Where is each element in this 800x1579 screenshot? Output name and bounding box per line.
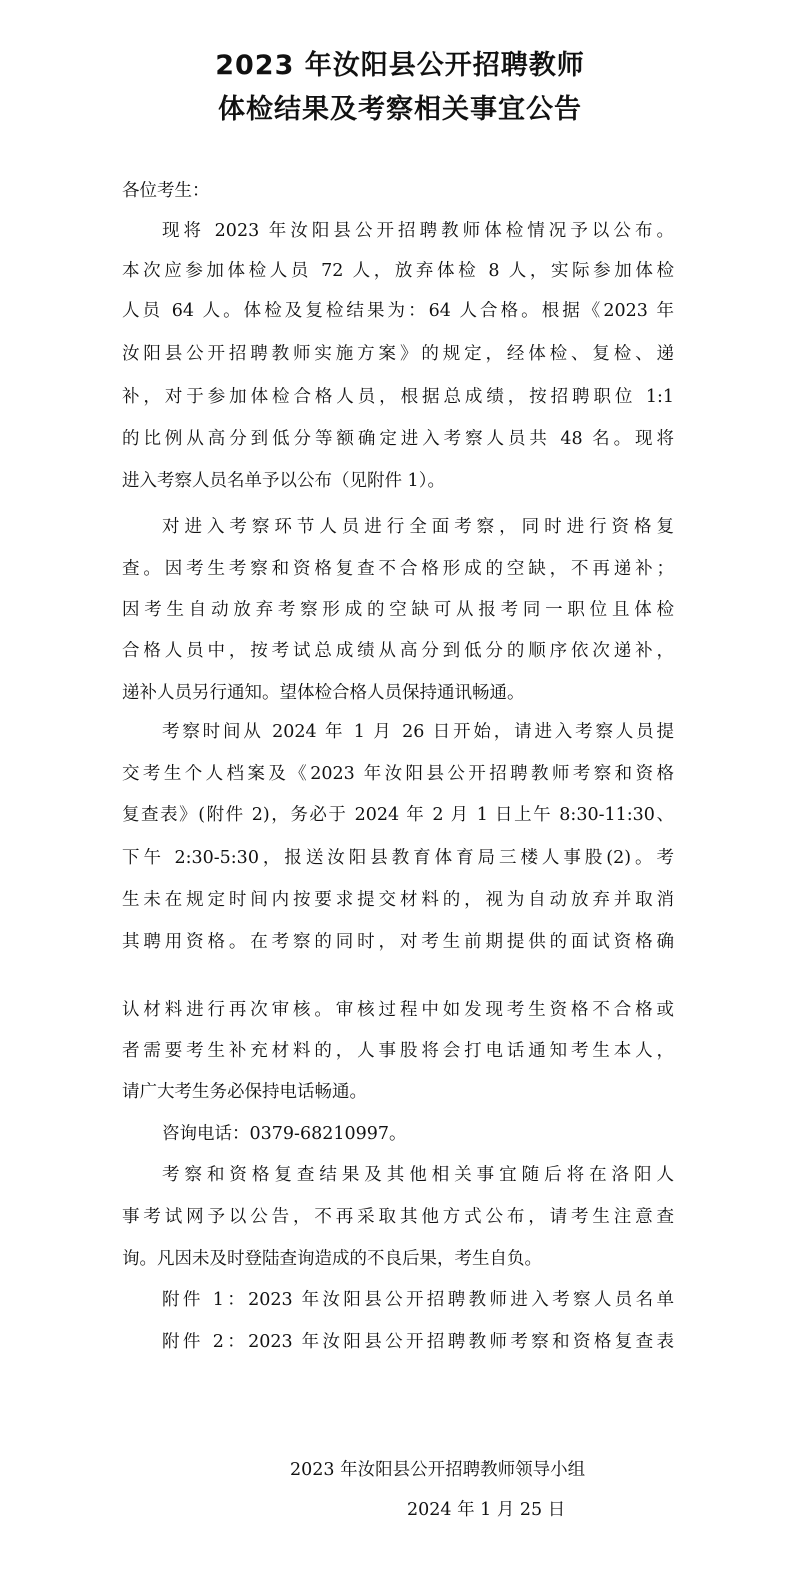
title-line-2: 体检结果及考察相关事宜公告 [218, 94, 582, 125]
body-line: 复查表》(附件 2)，务必于 2024 年 2 月 1 日上午 8:30-11:30、 [122, 805, 674, 825]
body-line: 请广大考生务必保持电话畅通。 [122, 1082, 367, 1102]
body-line: 查。因考生考察和资格复查不合格形成的空缺，不再递补； [122, 559, 674, 579]
body-line: 现将 2023 年汝阳县公开招聘教师体检情况予以公布。 [162, 221, 674, 241]
body-line: 人员 64 人。体检及复检结果为：64 人合格。根据《2023 年 [122, 301, 674, 321]
body-line: 其聘用资格。在考察的同时，对考生前期提供的面试资格确 [122, 932, 674, 952]
body-line: 因考生自动放弃考察形成的空缺可从报考同一职位且体检 [122, 600, 674, 620]
body-line: 补，对于参加体检合格人员，根据总成绩，按招聘职位 1:1 [122, 387, 674, 407]
body-line: 的比例从高分到低分等额确定进入考察人员共 48 名。现将 [122, 429, 674, 449]
body-line: 对进入考察环节人员进行全面考察，同时进行资格复 [162, 517, 674, 537]
body-line: 递补人员另行通知。望体检合格人员保持通讯畅通。 [122, 683, 525, 703]
consultation-phone: 咨询电话：0379-68210997。 [162, 1124, 407, 1144]
attachment-2: 附件 2：2023 年汝阳县公开招聘教师考察和资格复查表 [162, 1332, 674, 1352]
attachment-1: 附件 1：2023 年汝阳县公开招聘教师进入考察人员名单 [162, 1290, 674, 1310]
title-line-1: 2023 年汝阳县公开招聘教师 [215, 50, 585, 81]
body-line: 生未在规定时间内按要求提交材料的，视为自动放弃并取消 [122, 890, 674, 910]
body-line: 考察和资格复查结果及其他相关事宜随后将在洛阳人 [162, 1165, 674, 1185]
body-line: 认材料进行再次审核。审核过程中如发现考生资格不合格或 [122, 1000, 674, 1020]
body-line: 事考试网予以公告，不再采取其他方式公布，请考生注意查 [122, 1207, 674, 1227]
signature-organization: 2023 年汝阳县公开招聘教师领导小组 [290, 1460, 586, 1480]
body-line: 进入考察人员名单予以公布（见附件 1）。 [122, 471, 445, 491]
body-line: 交考生个人档案及《2023 年汝阳县公开招聘教师考察和资格 [122, 764, 674, 784]
body-line: 本次应参加体检人员 72 人，放弃体检 8 人，实际参加体检 [122, 261, 674, 281]
signature-date: 2024 年 1 月 25 日 [407, 1500, 566, 1520]
body-line: 者需要考生补充材料的，人事股将会打电话通知考生本人， [122, 1041, 674, 1061]
body-line: 考察时间从 2024 年 1 月 26 日开始，请进入考察人员提 [162, 722, 674, 742]
body-line: 合格人员中，按考试总成绩从高分到低分的顺序依次递补， [122, 641, 674, 661]
body-line: 询。凡因未及时登陆查询造成的不良后果，考生自负。 [122, 1249, 542, 1269]
body-line: 下午 2:30-5:30，报送汝阳县教育体育局三楼人事股(2)。考 [122, 848, 674, 868]
body-line: 汝阳县公开招聘教师实施方案》的规定，经体检、复检、递 [122, 344, 674, 364]
salutation: 各位考生： [122, 181, 210, 201]
